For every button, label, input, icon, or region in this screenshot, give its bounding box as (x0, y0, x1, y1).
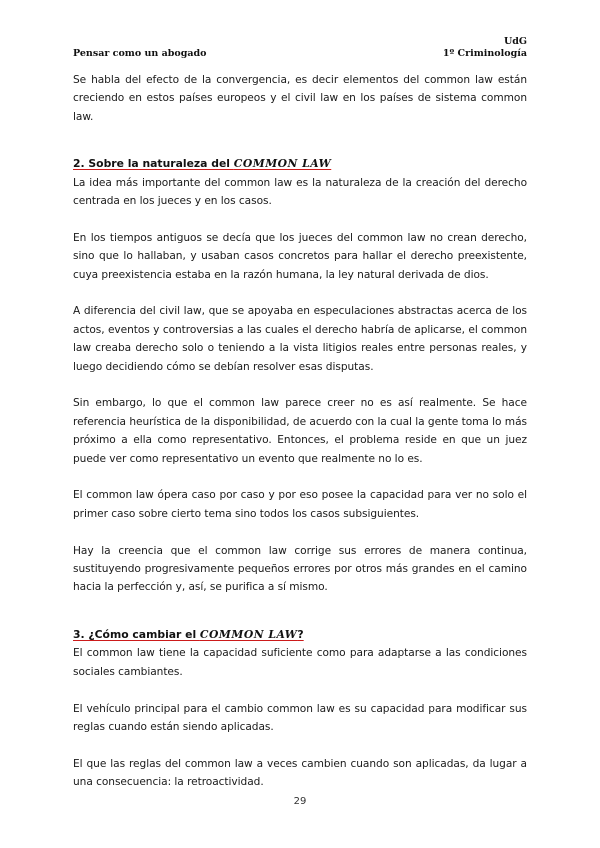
section-2-paragraph: La idea más importante del common law es la naturaleza de la creación del derecho centrada en los jueces y en los casos. (73, 176, 527, 208)
section-2-paragraph: Sin embargo, lo que el common law parece creer no es así realmente. Se hace referencia heurística de la disponibilidad, de acuerdo con la cual la gente toma lo más próximo a ella como representativo. Entonces, el problema reside en que un juez puede ver como representativo un evento que realmente no lo es. (73, 397, 527, 465)
section-3-paragraph: El que las reglas del common law a veces cambien cuando son aplicadas, da lugar a una consecuencia: la retroactividad. (73, 757, 527, 789)
section-2-paragraph: El common law ópera caso por caso y por eso posee la capacidad para ver no solo el primer caso sobre cierto tema sino todos los casos subsiguientes. (73, 489, 527, 520)
section-2-heading-emphasis: COMMON LAW (233, 157, 332, 171)
section-3-heading (73, 626, 527, 644)
section-3-heading-suffix: ? (297, 627, 304, 641)
section-3-heading-prefix: 3. ¿Cómo cambiar el (73, 627, 200, 641)
header-degree: 1º Criminología (442, 48, 527, 59)
header-course-title: Pensar como un abogado (73, 48, 207, 59)
section-3-paragraph: El vehículo principal para el cambio common law es su capacidad para modificar sus reglas cuando están siendo aplicadas. (73, 702, 527, 733)
section-3-paragraph: El common law tiene la capacidad suficiente como para adaptarse a las condiciones sociales cambiantes. (73, 647, 527, 678)
page-number: 29 (293, 796, 307, 807)
page-content (73, 71, 527, 792)
section-2-heading (73, 155, 527, 173)
section-2-paragraph: En los tiempos antiguos se decía que los jueces del common law no crean derecho, sino que lo hallaban, y usaban casos concretos para hallar el derecho preexistente, cuya preexistencia estaba en la razón humana, la ley natural derivada de dios. (73, 231, 527, 281)
intro-paragraph: Se habla del efecto de la convergencia, es decir elementos del common law están creciendo en estos países europeos y el civil law en los países de sistema common law. (73, 74, 527, 123)
section-2-paragraph: A diferencia del civil law, que se apoyaba en especulaciones abstractas acerca de los actos, eventos y controversias a las cuales el derecho habría de aplicarse, el common law creaba derecho solo o teniendo a la vista litigios reales entre personas reales, y luego decidiendo cómo se debían resolver esas disputas. (73, 305, 527, 373)
section-2-heading-prefix: 2. Sobre la naturaleza del (73, 157, 234, 171)
section-3-heading-emphasis: COMMON LAW (199, 627, 298, 641)
header-university: UdG (503, 36, 527, 47)
section-2-paragraph: Hay la creencia que el common law corrige sus errores de manera continua, sustituyendo progresivamente pequeños errores por otros más grandes en el camino hacia la perfección y, así, se purifica a sí mismo. (73, 544, 527, 594)
